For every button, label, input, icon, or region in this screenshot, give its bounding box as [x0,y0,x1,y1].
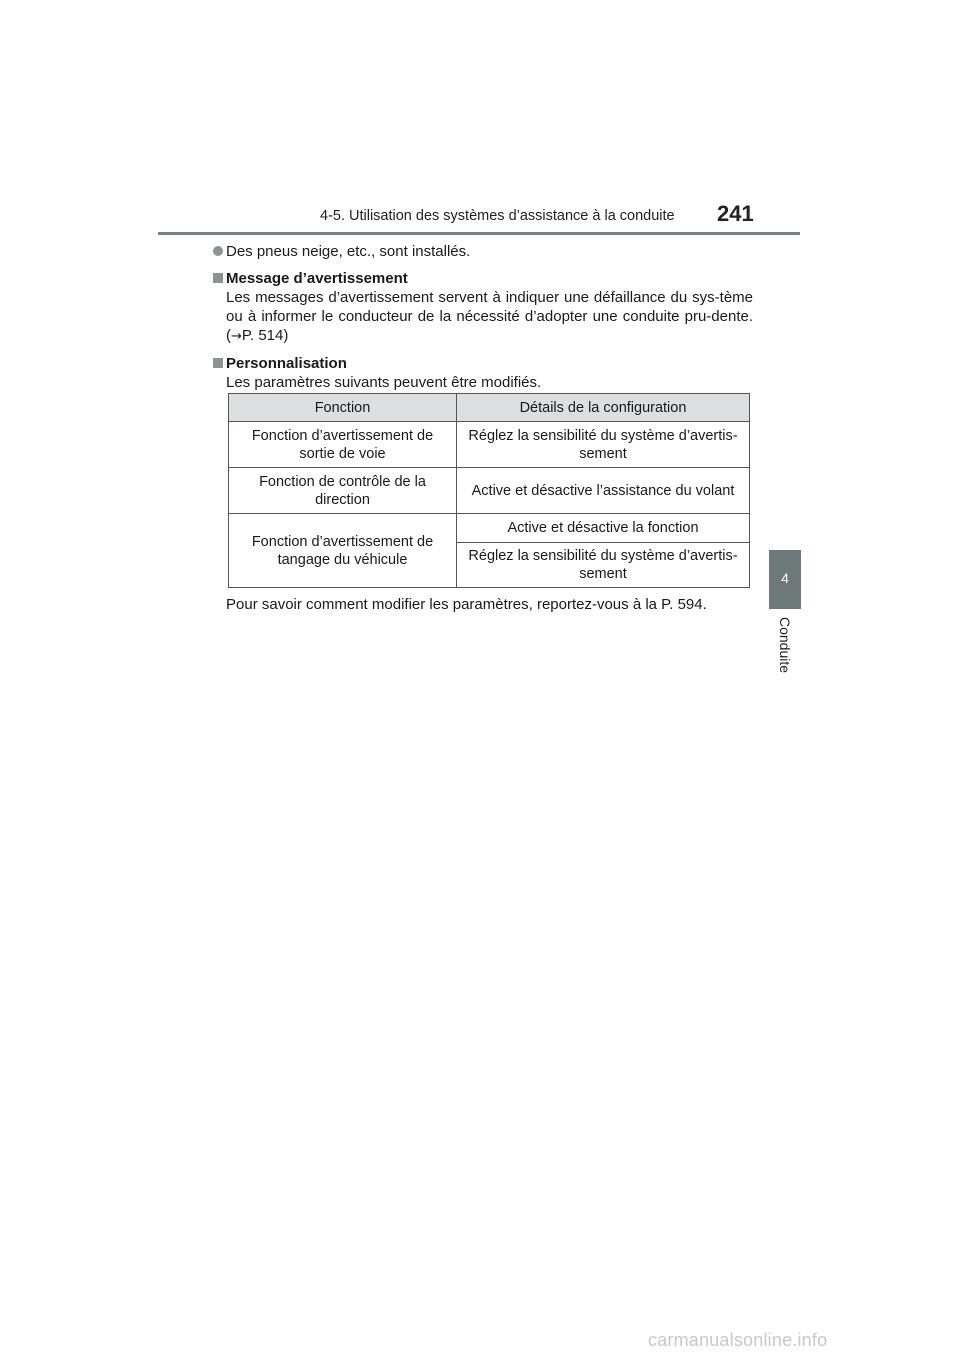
table-row [229,514,750,543]
footer-note: Pour savoir comment modifier les paramètres, reportez-vous à la P. 594. [226,596,707,613]
section-body [213,373,753,392]
watermark: carmanualsonline.info [648,1330,828,1350]
details-cell: Active et désactive l’assistance du volant [457,468,750,514]
section-heading-text: Personnalisation [226,355,347,372]
header-rule [158,232,800,235]
section-body-text: Les messages d’avertissement servent à indiquer une défaillance du sys-tème ou à informer le conducteur de la nécessité d’adopter une conduite pru-dente. ( [226,289,753,344]
chapter-tab-label: Conduite [777,616,793,674]
header-title: 4-5. Utilisation des systèmes d’assistance à la conduite [320,208,675,224]
page-number: 241 [717,201,754,226]
table-row [229,468,750,514]
section-heading [213,269,753,288]
section-body-text: Les paramètres suivants peuvent être modifiés. [226,374,542,391]
section-warning-message [213,269,753,346]
square-bullet-icon [213,358,223,368]
section-heading [213,354,753,373]
chapter-tab-number: 4 [781,570,789,586]
bullet-item [213,242,753,261]
details-cell: Active et désactive la fonction [457,514,750,543]
bullet-text: Des pneus neige, etc., sont installés. [226,243,471,260]
configuration-table [228,393,750,588]
section-customization [213,354,753,392]
section-body [213,288,753,346]
details-cell: Réglez la sensibilité du système d’avertis-sement [457,543,750,588]
column-header-details: Détails de la configuration [457,394,750,422]
table-row [229,422,750,468]
bullet-dot-icon [213,246,223,256]
function-cell: Fonction d’avertissement de tangage du véhicule [229,514,457,588]
main-content [213,242,753,400]
column-header-function: Fonction [229,394,457,422]
table-header-row [229,394,750,422]
page-reference-link[interactable]: P. 514) [241,327,289,344]
arrow-right-icon: → [231,329,242,344]
function-cell: Fonction de contrôle de la direction [229,468,457,514]
section-heading-text: Message d’avertissement [226,270,408,287]
square-bullet-icon [213,273,223,283]
function-cell: Fonction d’avertissement de sortie de voie [229,422,457,468]
details-cell: Réglez la sensibilité du système d’avertis-sement [457,422,750,468]
